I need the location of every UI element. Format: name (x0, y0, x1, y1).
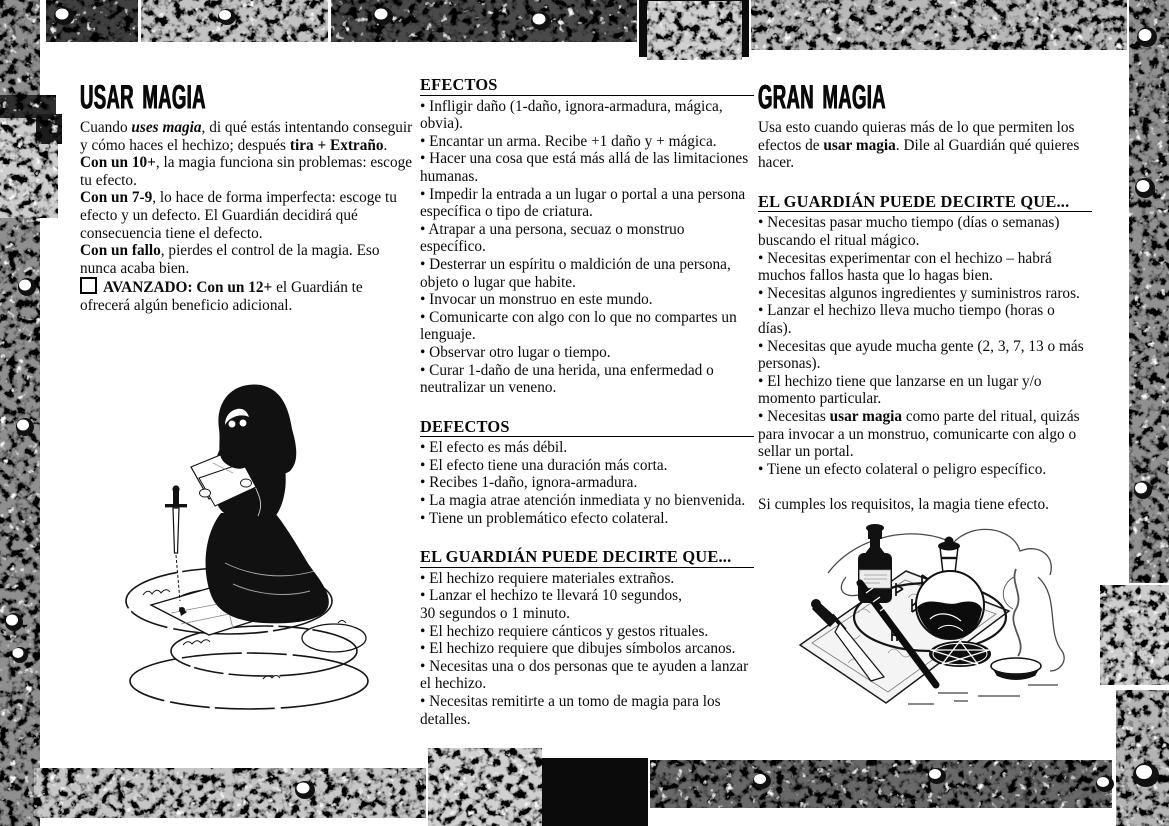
text-line: • Comunicarte con algo con lo que no compartes un lenguaje. (420, 308, 737, 344)
section-heading: EL GUARDIÁN PUEDE DECIRTE QUE... (758, 193, 1092, 213)
text-line: AVANZADO: Con un 12+ el Guardián te ofrecerá algún beneficio adicional. (80, 279, 363, 314)
column-gran-magia (758, 77, 1092, 514)
text-line: • El hechizo tiene que lanzarse en un lugar y/o momento particular. (758, 372, 1042, 408)
section-heading: EL GUARDIÁN PUEDE DECIRTE QUE... (420, 548, 754, 568)
kneeling-figure (191, 385, 329, 624)
section-heading: DEFECTOS (420, 418, 754, 438)
text-line: • Necesitas pasar mucho tiempo (días o semanas) buscando el ritual mágico. (758, 214, 1060, 249)
text-line: • El efecto es más débil. (420, 439, 568, 457)
text-line: • El efecto tiene una duración más corta. (420, 456, 668, 474)
section-guardian-mid (420, 548, 754, 728)
shadow-hatching (908, 685, 1058, 704)
pentagram (929, 641, 991, 667)
text-line: • Lanzar el hechizo lleva mucho tiempo (horas o días). (758, 302, 1055, 337)
text-line: Con un 7-9, lo hace de forma imperfecta: escoge tu efecto y un defecto. El Guardián decidirá qué consecuencia tiene el defecto. (80, 189, 397, 242)
kneeling-spellcaster-illustration (113, 383, 391, 721)
text-line: Cuando uses magia, di qué estás intentando conseguir y cómo haces el hechizo; después tira + Extraño. (80, 119, 413, 154)
text-line: • Encantar un arma. Recibe +1 daño y + mágica. (420, 132, 717, 150)
text-line: • Curar 1-daño de una herida, una enfermedad o neutralizar un veneno. (420, 361, 714, 397)
gran-magia-intro: Usa esto cuando quieras más de lo que permiten los efectos de usar magia. Dile al Guardián qué quieres hacer. (758, 119, 1080, 172)
kneeling-spellcaster-drawing (113, 383, 391, 721)
text-line: Con un fallo, pierdes el control de la magia. Eso nunca acaba bien. (80, 242, 380, 277)
move-title-usar-magia: USAR MAGIA (80, 77, 206, 117)
dagger (165, 485, 187, 601)
advanced-checkbox (80, 277, 97, 294)
column-middle (420, 76, 754, 728)
border-black-block-top (639, 0, 749, 57)
text-line: • Tiene un problemático efecto colateral. (420, 509, 669, 527)
section-efectos (420, 76, 754, 397)
text-line: • Necesitas una o dos personas que te ayuden a lanzar el hechizo. (420, 657, 749, 693)
ritual-supplies-drawing (788, 513, 1080, 721)
text-line: • La magia atrae atención inmediata y no bienvenida. (420, 492, 746, 510)
text-line: • Invocar un monstruo en este mundo. (420, 291, 653, 309)
bullet-list-defectos (420, 439, 754, 527)
text-line: • Necesitas usar magia como parte del ritual, quizás para invocar a un monstruo, comunicarte con algo o sellar un portal. (758, 407, 1080, 461)
round-flask (916, 537, 984, 640)
text-line: • Hacer una cosa que está más allá de las limitaciones humanas. (420, 150, 749, 185)
incense-bowl (991, 569, 1041, 680)
text-line: • Observar otro lugar o tiempo. (420, 343, 611, 361)
text-line: • Atrapar a una persona, secuaz o monstruo específico. (420, 220, 685, 256)
bullet-list-guardian-right (758, 214, 1092, 478)
text-line: Con un 10+, la magia funciona sin problemas: escoge tu efecto. (80, 154, 413, 189)
text-line: • Desterrar un espíritu o maldición de una persona, objeto o lugar que habite. (420, 255, 731, 291)
text-line: • Lanzar el hechizo te llevará 10 segundos, 30 segundos o 1 minuto. (420, 587, 682, 623)
border-black-block-bottom (542, 758, 648, 826)
section-guardian-right (758, 193, 1092, 479)
text-line: • Tiene un efecto colateral o peligro específico. (758, 460, 1047, 478)
text-line: • Infligir daño (1-daño, ignora-armadura, mágica, obvia). (420, 97, 723, 133)
column-usar-magia (80, 77, 414, 315)
move-title-gran-magia: GRAN MAGIA (758, 77, 886, 117)
text-line: • El hechizo requiere materiales extraños. (420, 569, 675, 587)
text-line: • Recibes 1-daño, ignora-armadura. (420, 474, 638, 492)
text-line: • El hechizo requiere cánticos y gestos rituales. (420, 622, 709, 640)
text-line: • El hechizo requiere que dibujes símbolos arcanos. (420, 640, 736, 658)
section-heading: EFECTOS (420, 76, 754, 96)
bullet-list-efectos (420, 98, 754, 397)
hair (218, 385, 296, 476)
text-line: • Necesitas experimentar con el hechizo – habrá muchos fallos hasta que lo hagas bien. (758, 249, 1052, 285)
section-defectos (420, 418, 754, 528)
ritual-supplies-illustration (788, 513, 1080, 721)
text-line: • Impedir la entrada a un lugar o portal a una persona específica o tipo de criatura. (420, 185, 746, 221)
text-line: • Necesitas remitirte a un tomo de magia para los detalles. (420, 693, 721, 728)
bullet-list-guardian-mid (420, 570, 754, 728)
gran-magia-closing: Si cumples los requisitos, la magia tiene efecto. (758, 496, 1049, 514)
usar-magia-body (80, 119, 414, 315)
text-line: • Necesitas que ayude mucha gente (2, 3, 7, 13 o más personas). (758, 337, 1084, 373)
text-line: • Necesitas algunos ingredientes y suministros raros. (758, 284, 1080, 302)
